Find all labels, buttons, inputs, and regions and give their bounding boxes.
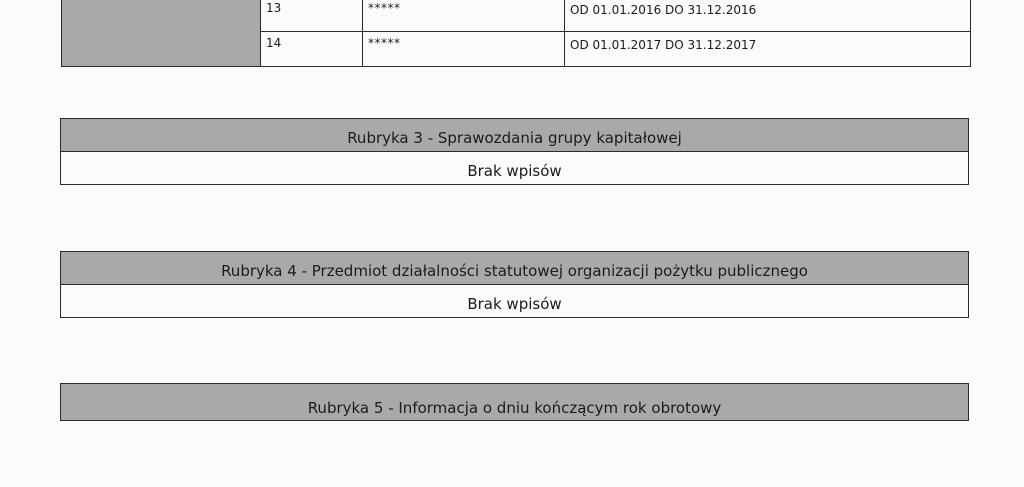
- row-period: OD 01.01.2016 DO 31.12.2016: [565, 0, 971, 32]
- row-value: *****: [363, 32, 565, 67]
- section-title: Rubryka 3 - Sprawozdania grupy kapitałowej: [61, 119, 968, 152]
- row-number: 14: [261, 32, 363, 67]
- table-row: [62, 0, 971, 32]
- entries-table: [61, 0, 971, 67]
- section-body: Brak wpisów: [61, 152, 968, 184]
- section-body: Brak wpisów: [61, 285, 968, 317]
- section-title: Rubryka 4 - Przedmiot działalności statutowej organizacji pożytku publicznego: [61, 252, 968, 285]
- section-rubryka-5: [60, 383, 969, 421]
- section-rubryka-3: [60, 118, 969, 185]
- row-period: OD 01.01.2017 DO 31.12.2017: [565, 32, 971, 67]
- section-title: Rubryka 5 - Informacja o dniu kończącym rok obrotowy: [61, 384, 968, 420]
- row-value: *****: [363, 0, 565, 32]
- table-side-cell: [62, 0, 261, 67]
- section-rubryka-4: [60, 251, 969, 318]
- row-number: 13: [261, 0, 363, 32]
